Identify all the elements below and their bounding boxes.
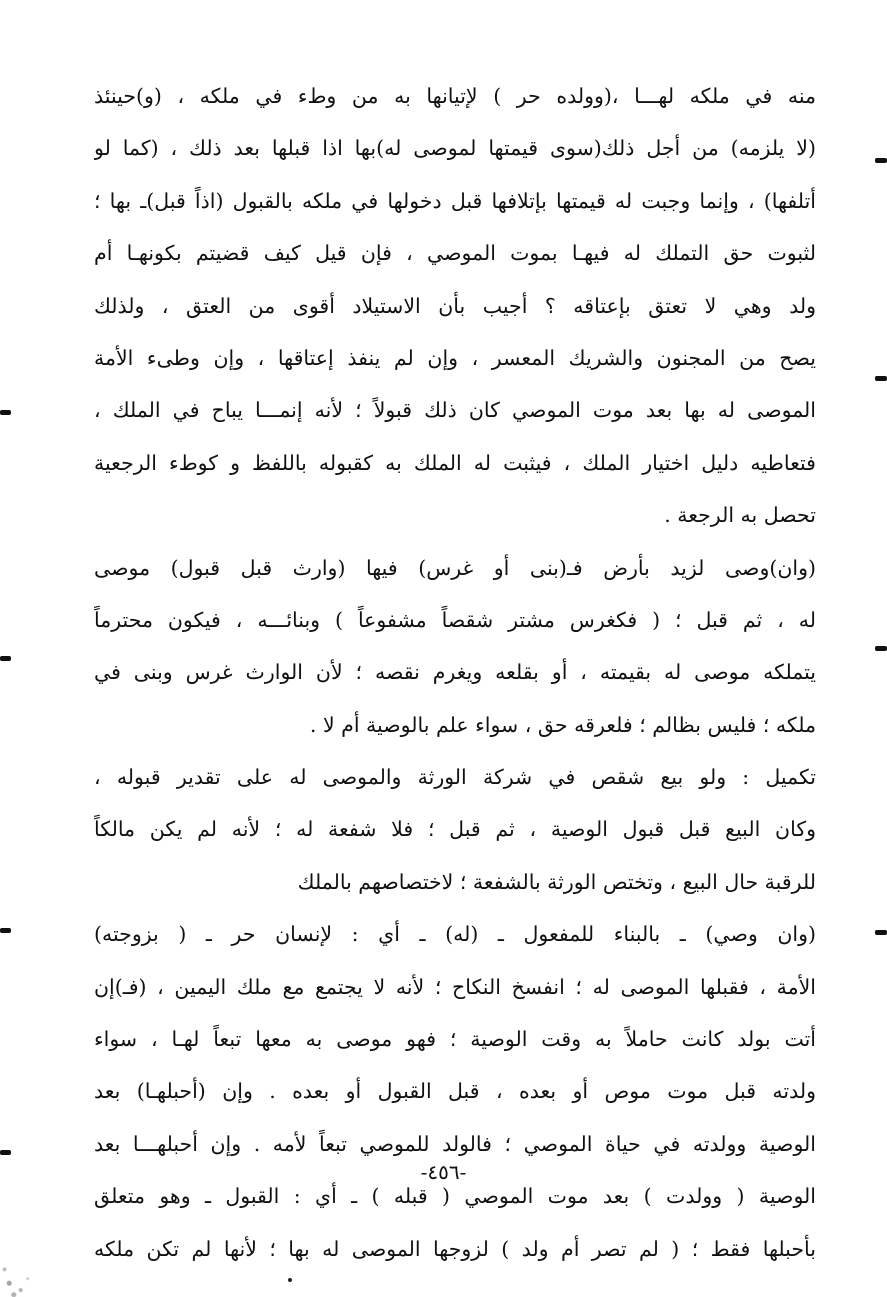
binding-mark: [0, 656, 11, 661]
text-line: ولدته قبل موت موص أو بعده ، قبل القبول أو بعده . وإن (أحبلهـا) بعد: [94, 1079, 816, 1104]
text-line: الوصية ( وولدت ) بعد موت الموصي ( قبله ) ـ أي : القبول ـ وهو متعلق: [94, 1184, 816, 1209]
page-number: -٤٥٦-: [420, 1160, 467, 1184]
text-line: أتلفها) ، وإنما وجبت له قيمتها بإتلافها قبل دخولها في ملكه بالقبول (اذاً قبل)ـ بها ؛: [94, 188, 816, 213]
main-text-block: [94, 70, 816, 1275]
text-line: وكان البيع قبل قبول الوصية ، ثم قبل ؛ فلا شفعة له ؛ لأنه لم يكن مالكاً: [94, 817, 816, 842]
scan-noise: [0, 1251, 46, 1297]
text-line: (وان)وصى لزيد بأرض فـ(بنى أو غرس) فيها (وارث قبل قبول) موصى: [94, 555, 816, 580]
binding-mark: [875, 158, 887, 163]
text-line: فتعاطيه دليل اختيار الملك ، فيثبت له الملك به كقبوله باللفظ و كوطء الرجعية: [94, 450, 816, 475]
binding-mark: [875, 376, 887, 381]
ink-speck: [288, 1278, 292, 1282]
binding-mark: [875, 930, 887, 935]
text-line: (وان وصي) ـ بالبناء للمفعول ـ (له) ـ أي : لإنسان حر ـ ( بزوجته): [94, 922, 816, 947]
text-line: الأمة ، فقبلها الموصى له ؛ انفسخ النكاح ؛ لأنه لا يجتمع مع ملك اليمين ، (فـ)إن: [94, 974, 816, 999]
binding-mark: [875, 646, 887, 651]
text-line: بأحبلها فقط ؛ ( لم تصر أم ولد ) لزوجها الموصى له بها ؛ لأنها لم تكن ملكه: [94, 1236, 816, 1261]
text-line: يصح من المجنون والشريك المعسر ، وإن لم ينفذ إعتاقها ، وإن وطىء الأمة: [94, 345, 816, 370]
paragraph-end-line: للرقبة حال البيع ، وتختص الورثة بالشفعة ؛ لاختصاصهم بالملك: [297, 869, 816, 894]
text-line: الوصية وولدته في حياة الموصي ؛ فالولد للموصي تبعاً لأمه . وإن أحبلهـــا بعد: [94, 1131, 816, 1156]
text-line: أتت بولد كانت حاملاً به وقت الوصية ؛ فهو موصى به معها تبعاً لهـا ، سواء: [94, 1027, 816, 1052]
paragraph-end-line: تحصل به الرجعة .: [664, 503, 816, 528]
text-line: منه في ملكه لهـــا ،(وولده حر ) لإتيانها به من وطء في ملكه ، (و)حينئذ: [94, 84, 816, 108]
binding-mark: [0, 928, 11, 933]
text-line: ولد وهي لا تعتق بإعتاقه ؟ أجيب بأن الاستيلاد أقوى من العتق ، ولذلك: [94, 293, 816, 318]
text-line: الموصى له بها بعد موت الموصي كان ذلك قبولاً ؛ لأنه إنمـــا يباح في الملك ،: [94, 398, 816, 423]
binding-mark: [0, 410, 11, 415]
text-line: يتملكه موصى له بقيمته ، أو بقلعه ويغرم نقصه ؛ لأن الوارث غرس وبنى في: [94, 660, 816, 685]
paragraph-end-line: ملكه ؛ فليس بظالم ؛ فلعرقه حق ، سواء علم بالوصية أم لا .: [309, 712, 816, 737]
text-line: (لا يلزمه) من أجل ذلك(سوى قيمتها لموصى له)بها اذا قبلها بعد ذلك ، (كما لو: [94, 136, 816, 161]
text-line: له ، ثم قبل ؛ ( فكغرس مشتر شقصاً مشفوعاً ) وبنائـــه ، فيكون محترماً: [94, 607, 816, 632]
binding-mark: [0, 1150, 11, 1155]
text-line: لثبوت حق التملك له فيهـا بموت الموصي ، فإن قيل كيف قضيتم بكونهـا أم: [94, 241, 816, 266]
text-line: تكميل : ولو بيع شقص في شركة الورثة والموصى له على تقدير قبوله ،: [94, 765, 816, 790]
